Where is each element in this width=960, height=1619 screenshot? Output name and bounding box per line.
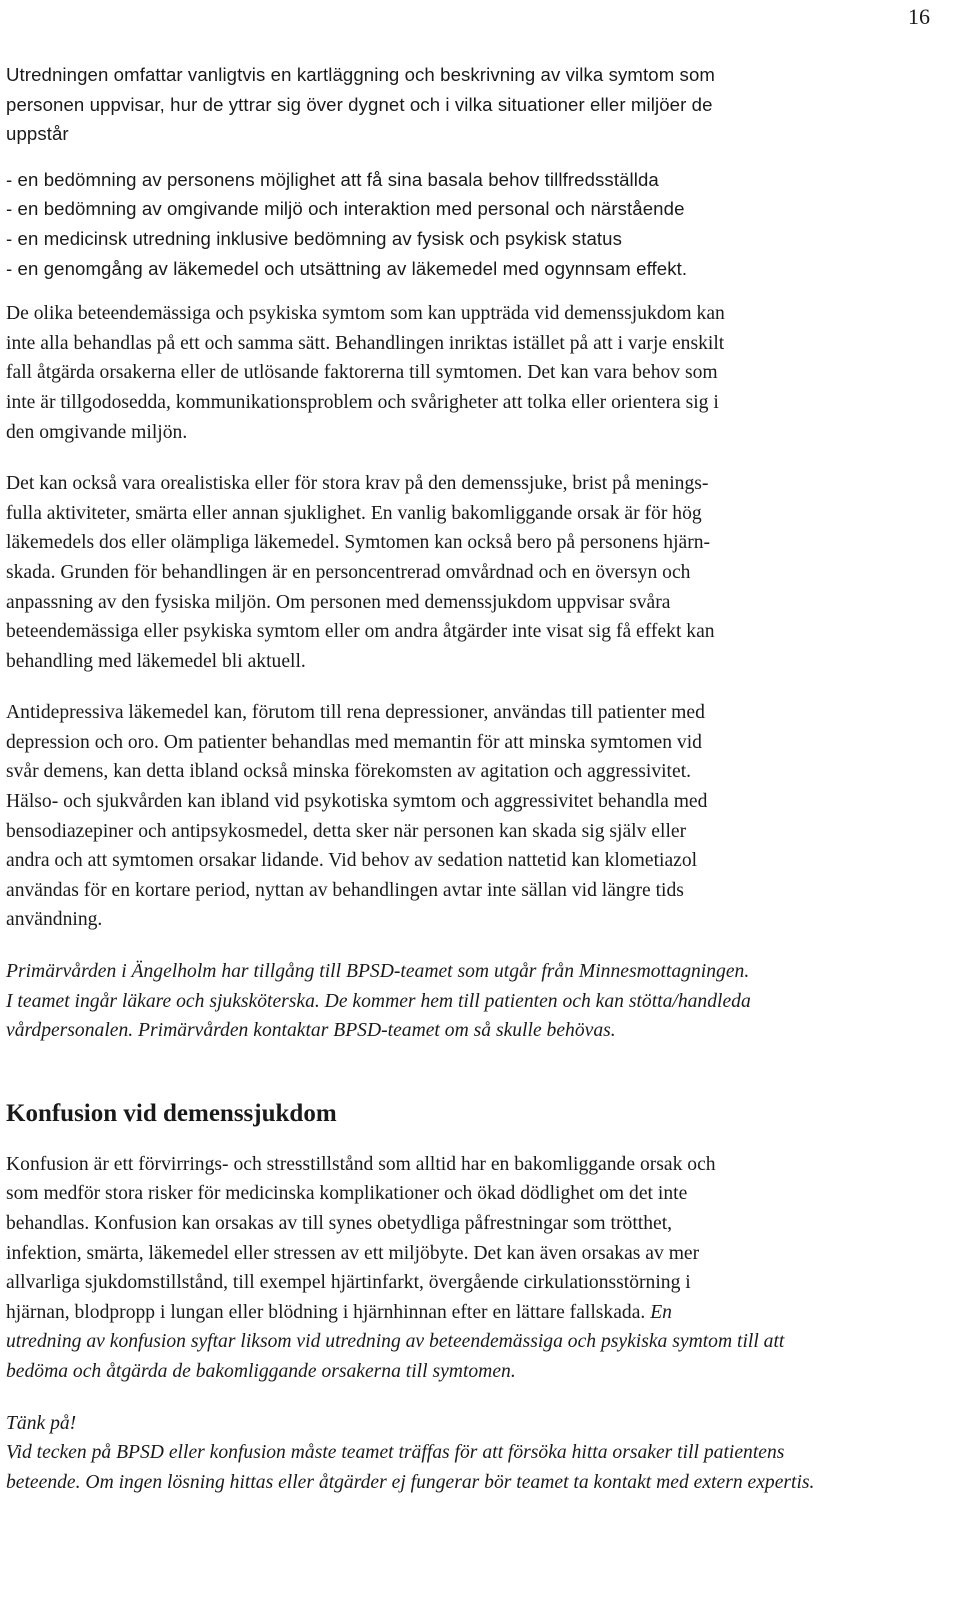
- text-line: beteendemässiga eller psykiska symtom eller om andra åtgärder inte visat sig få effekt kan: [6, 621, 715, 643]
- treatment-paragraph: [6, 299, 936, 447]
- note-box: [6, 1409, 936, 1498]
- text-line: fall åtgärda orsakerna eller de utlösande faktorerna till symtomen. Det kan vara behov som: [6, 362, 718, 384]
- text-line: [6, 1298, 936, 1328]
- text-line: anpassning av den fysiska miljön. Om personen med demenssjukdom uppvisar svåra: [6, 591, 671, 613]
- text-line: Primärvården i Ängelholm har tillgång till BPSD-teamet som utgår från Minnesmottagningen.: [6, 961, 750, 983]
- text-line: svår demens, kan detta ibland också minska förekomsten av agitation och aggressivitet.: [6, 761, 692, 783]
- list-item: - en medicinsk utredning inklusive bedömning av fysisk och psykisk status: [6, 227, 623, 249]
- text-line: Antidepressiva läkemedel kan, förutom till rena depressioner, användas till patienter med: [6, 702, 705, 724]
- text-line: Utredningen omfattar vanligtvis en kartläggning och beskrivning av vilka symtom som: [6, 64, 715, 85]
- text-span: hjärnan, blodpropp i lungan eller blödning i hjärnhinnan efter en lättare fallskada.: [6, 1301, 646, 1323]
- text-line: fulla aktiviteter, smärta eller annan sjuklighet. En vanlig bakomliggande orsak är för hög: [6, 502, 702, 524]
- medication-paragraph: [6, 698, 936, 935]
- text-line: uppstår: [6, 123, 69, 145]
- bpsd-team-paragraph: [6, 957, 936, 1046]
- page-number: 16: [908, 4, 930, 29]
- text-line: infektion, smärta, läkemedel eller stressen av ett miljöbyte. Det kan även orsakas av mer: [6, 1242, 700, 1264]
- document-body: [6, 60, 936, 1497]
- text-line: utredning av konfusion syftar liksom vid utredning av beteendemässiga och psykiska symtom till att: [6, 1331, 785, 1353]
- text-line: inte alla behandlas på ett och samma sätt. Behandlingen inriktas istället på att i varje enskilt: [6, 332, 725, 354]
- text-line: som medför stora risker för medicinska komplikationer och ökad dödlighet om det inte: [6, 1183, 688, 1205]
- text-line: bedöma och åtgärda de bakomliggande orsakerna till symtomen.: [6, 1360, 516, 1382]
- text-line: Det kan också vara orealistiska eller för stora krav på den demenssjuke, brist på menings-: [6, 473, 709, 495]
- text-line: andra och att symtomen orsakar lidande. Vid behov av sedation nattetid kan klometiazol: [6, 850, 698, 872]
- text-line: behandling med läkemedel bli aktuell.: [6, 650, 306, 672]
- text-line: skada. Grunden för behandlingen är en personcentrerad omvårdnad och en översyn och: [6, 561, 691, 583]
- text-line: användning.: [6, 909, 103, 931]
- text-line: läkemedels dos eller olämpliga läkemedel. Symtomen kan också bero på personens hjärn-: [6, 532, 711, 554]
- confusion-paragraph: [6, 1150, 936, 1387]
- text-line: den omgivande miljön.: [6, 421, 188, 443]
- text-line: användas för en kortare period, nyttan av behandlingen avtar inte sällan vid längre tids: [6, 879, 684, 901]
- text-line: beteende. Om ingen lösning hittas eller åtgärder ej fungerar bör teamet ta kontakt med extern expertis.: [6, 1471, 815, 1493]
- text-line: bensodiazepiner och antipsykosmedel, detta sker när personen kan skada sig själv eller: [6, 820, 687, 842]
- intro-paragraph: [6, 60, 936, 149]
- text-line: De olika beteendemässiga och psykiska symtom som kan uppträda vid demenssjukdom kan: [6, 303, 725, 325]
- text-line: personen uppvisar, hur de yttrar sig över dygnet och i vilka situationer eller miljöer de: [6, 93, 713, 115]
- text-line: Konfusion är ett förvirrings- och stresstillstånd som alltid har en bakomliggande orsak och: [6, 1153, 716, 1175]
- note-title: Tänk på!: [6, 1412, 77, 1434]
- text-line: Hälso- och sjukvården kan ibland vid psykotiska symtom och aggressivitet behandla med: [6, 791, 708, 813]
- demands-paragraph: [6, 469, 936, 676]
- text-line: allvarliga sjukdomstillstånd, till exempel hjärtinfarkt, övergående cirkulationsstörning i: [6, 1272, 691, 1294]
- italic-span: En: [650, 1301, 672, 1323]
- text-line: inte är tillgodosedda, kommunikationsproblem och svårigheter att tolka eller orientera sig i: [6, 391, 719, 413]
- text-line: vårdpersonalen. Primärvården kontaktar BPSD-teamet om så skulle behövas.: [6, 1020, 616, 1042]
- text-line: I teamet ingår läkare och sjuksköterska. De kommer hem till patienten och kan stötta/handleda: [6, 990, 751, 1012]
- bullet-list: [6, 165, 936, 283]
- list-item: - en bedömning av omgivande miljö och interaktion med personal och närstående: [6, 198, 685, 220]
- text-line: depression och oro. Om patienter behandlas med memantin för att minska symtomen vid: [6, 731, 702, 753]
- list-item: - en bedömning av personens möjlighet att få sina basala behov tillfredsställda: [6, 168, 659, 190]
- list-item: - en genomgång av läkemedel och utsättning av läkemedel med ogynnsam effekt.: [6, 257, 688, 279]
- text-line: behandlas. Konfusion kan orsakas av till synes obetydliga påfrestningar som trötthet,: [6, 1213, 673, 1234]
- text-line: Vid tecken på BPSD eller konfusion måste teamet träffas för att försöka hitta orsaker till patientens: [6, 1442, 785, 1464]
- section-heading: Konfusion vid demenssjukdom: [6, 1099, 337, 1127]
